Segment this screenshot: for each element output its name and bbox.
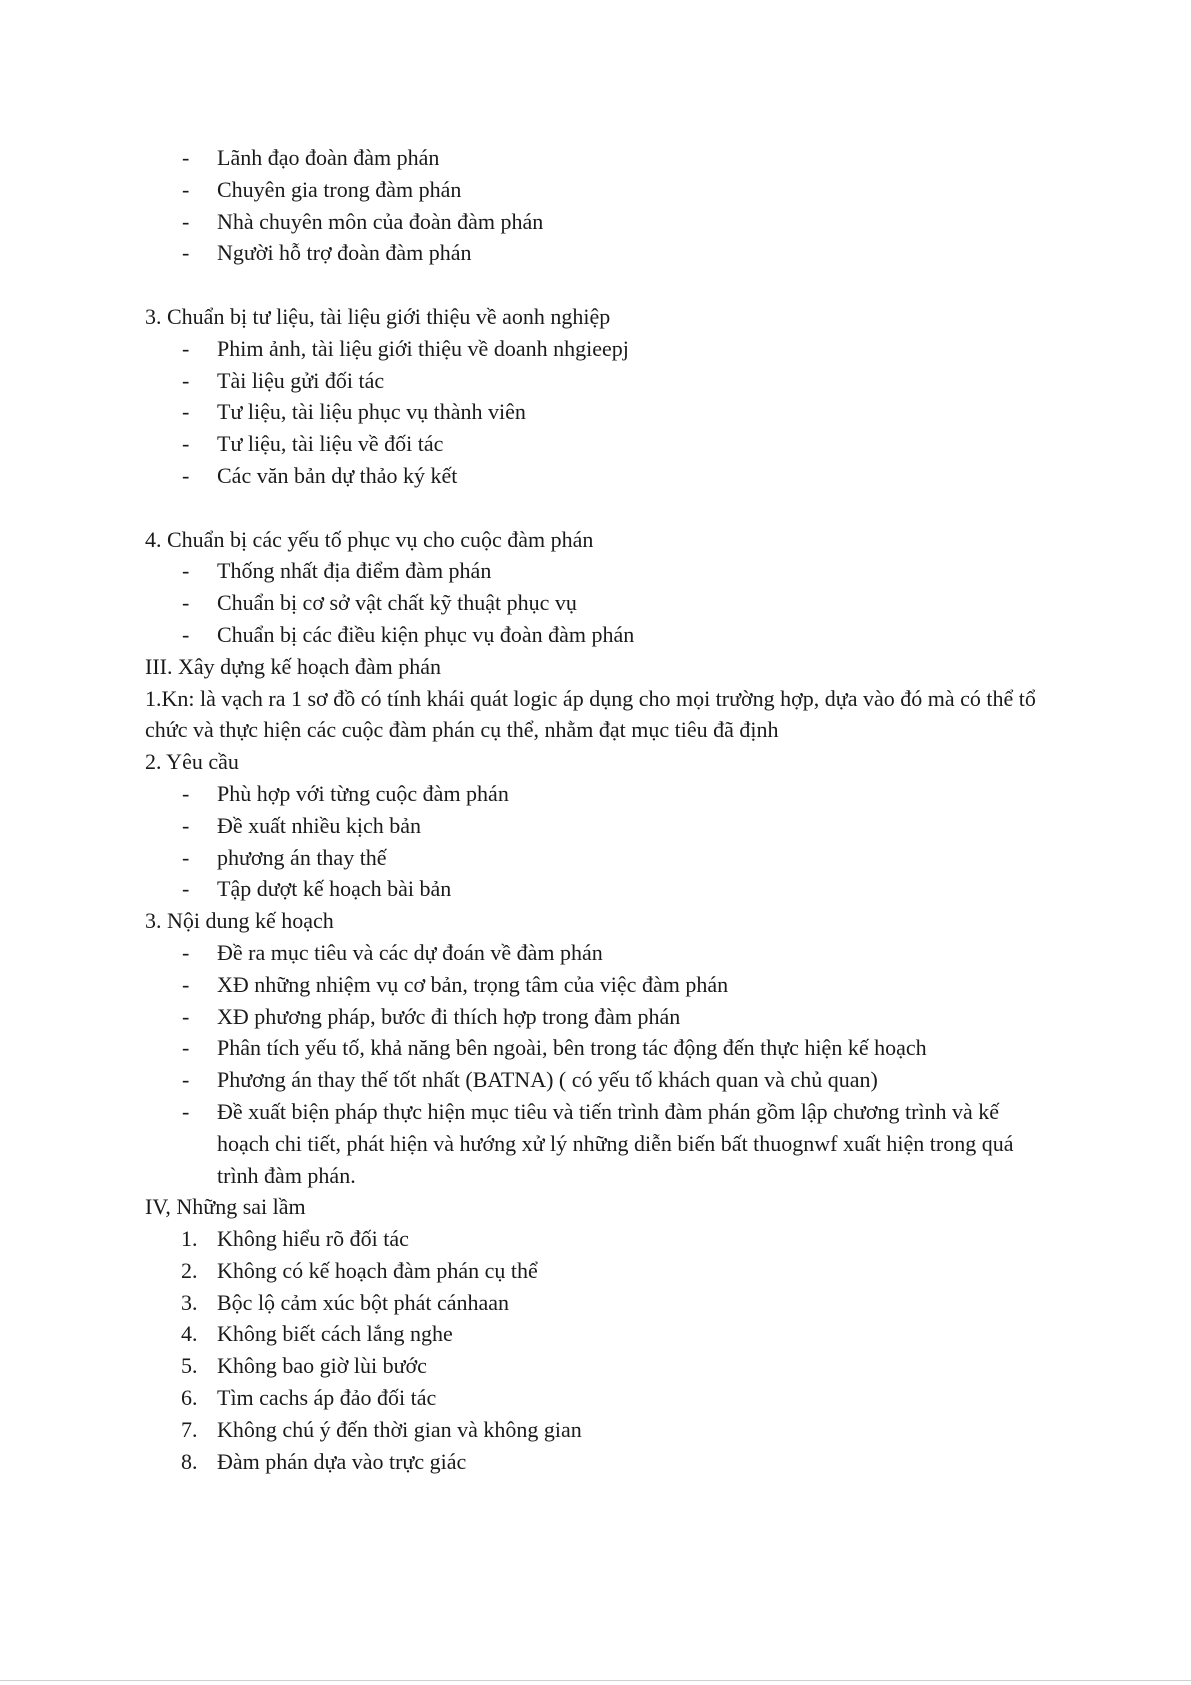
dash-marker: - <box>182 176 190 202</box>
list-item-text: Tài liệu gửi đối tác <box>217 367 385 393</box>
dash-marker: - <box>182 335 190 361</box>
list-item <box>145 1446 1045 1478</box>
list-item-text: Phân tích yếu tố, khả năng bên ngoài, bên trong tác động đến thực hiện kế hoạch <box>217 1035 927 1061</box>
dash-marker: - <box>182 971 190 997</box>
list-item-text: XĐ những nhiệm vụ cơ bản, trọng tâm của việc đàm phán <box>217 971 729 997</box>
dash-marker: - <box>182 876 190 902</box>
list-item-text: Đàm phán dựa vào trực giác <box>217 1448 467 1474</box>
list-item-text: Tìm cachs áp đảo đối tác <box>217 1385 437 1411</box>
list-number: 5. <box>181 1353 198 1379</box>
list-item <box>145 237 1045 269</box>
list-item <box>145 1414 1045 1446</box>
dash-marker: - <box>182 939 190 965</box>
list-item-text: Đề xuất nhiều kịch bản <box>217 812 422 838</box>
list-item <box>145 1064 1045 1096</box>
list-item <box>145 333 1045 365</box>
section-3-list <box>145 333 1045 492</box>
dash-marker: - <box>182 812 190 838</box>
list-number: 2. <box>181 1257 198 1283</box>
list-item <box>145 778 1045 810</box>
list-item <box>145 396 1045 428</box>
list-number: 3. <box>181 1289 198 1315</box>
list-item <box>145 1318 1045 1350</box>
dash-marker: - <box>182 844 190 870</box>
list-item-text: Chuyên gia trong đàm phán <box>217 176 462 202</box>
list-item-text: Đề xuất biện pháp thực hiện mục tiêu và tiến trình đàm phán gồm lập chương trình và kế hoạch chi tiết, phát hiện và hướng xử lý những diễn biến bất thuognwf xuất hiện trong quá trình đàm phán. <box>217 1098 1014 1188</box>
dash-marker: - <box>182 208 190 234</box>
list-item-text: Tập dượt kế hoạch bài bản <box>217 876 452 902</box>
list-item <box>145 969 1045 1001</box>
list-number: 4. <box>181 1321 198 1347</box>
requirements-list <box>145 778 1045 905</box>
list-number: 8. <box>181 1448 198 1474</box>
mistakes-list <box>145 1223 1045 1477</box>
dash-marker: - <box>182 590 190 616</box>
list-item <box>145 810 1045 842</box>
page-bottom-rule <box>0 1680 1191 1681</box>
list-item-text: Đề ra mục tiêu và các dự đoán về đàm phán <box>217 939 603 965</box>
spacer <box>145 492 1045 524</box>
dash-marker: - <box>182 145 190 170</box>
dash-marker: - <box>182 1035 190 1061</box>
list-item <box>145 555 1045 587</box>
list-item <box>145 460 1045 492</box>
list-item-text: Phương án thay thế tốt nhất (BATNA) ( có yếu tố khách quan và chủ quan) <box>217 1067 878 1093</box>
section-4-heading: 4. Chuẩn bị các yếu tố phục vụ cho cuộc đàm phán <box>145 526 594 552</box>
list-item-text: Tư liệu, tài liệu phục vụ thành viên <box>217 399 526 425</box>
list-item-text: phương án thay thế <box>217 844 387 870</box>
list-item <box>145 842 1045 874</box>
list-item <box>145 206 1045 238</box>
list-item-text: Nhà chuyên môn của đoàn đàm phán <box>217 208 544 234</box>
section-3-heading: 3. Chuẩn bị tư liệu, tài liệu giới thiệu về aonh nghiệp <box>145 303 611 329</box>
dash-marker: - <box>182 240 190 266</box>
list-item-text: Không biết cách lắng nghe <box>217 1321 453 1347</box>
list-item <box>145 142 1045 174</box>
intro-list <box>145 142 1045 269</box>
list-item <box>145 873 1045 905</box>
list-item-text: Người hỗ trợ đoàn đàm phán <box>217 240 472 266</box>
list-item-text: XĐ phương pháp, bước đi thích hợp trong đàm phán <box>217 1003 681 1029</box>
list-item <box>145 587 1045 619</box>
list-item-text: Chuẩn bị cơ sở vật chất kỹ thuật phục vụ <box>217 590 577 616</box>
list-number: 7. <box>181 1416 198 1442</box>
document-content <box>145 142 1045 1477</box>
dash-marker: - <box>182 462 190 488</box>
list-item <box>145 1287 1045 1319</box>
list-item <box>145 1001 1045 1033</box>
list-item <box>145 1350 1045 1382</box>
list-item <box>145 1032 1045 1064</box>
list-item-text: Không bao giờ lùi bước <box>217 1353 427 1379</box>
list-item-text: Phim ảnh, tài liệu giới thiệu về doanh nhgieepj <box>217 335 629 361</box>
plan-content-list <box>145 937 1045 1191</box>
list-item-text: Không chú ý đến thời gian và không gian <box>217 1416 582 1442</box>
part-3-heading: III. Xây dựng kế hoạch đàm phán <box>145 653 441 679</box>
list-item <box>145 1382 1045 1414</box>
dash-marker: - <box>182 1067 190 1093</box>
dash-marker: - <box>182 431 190 457</box>
list-number: 6. <box>181 1385 198 1411</box>
list-item <box>145 174 1045 206</box>
list-item-text: Không hiểu rõ đối tác <box>217 1226 409 1252</box>
list-item-text: Thống nhất địa điểm đàm phán <box>217 558 492 584</box>
list-item <box>145 937 1045 969</box>
dash-marker: - <box>182 367 190 393</box>
list-item <box>145 1096 1045 1191</box>
list-item <box>145 1255 1045 1287</box>
list-item <box>145 1223 1045 1255</box>
list-item-text: Chuẩn bị các điều kiện phục vụ đoàn đàm phán <box>217 621 635 647</box>
list-item-text: Không có kế hoạch đàm phán cụ thể <box>217 1257 538 1283</box>
spacer <box>145 269 1045 301</box>
list-item <box>145 365 1045 397</box>
list-item <box>145 619 1045 651</box>
list-number: 1. <box>181 1226 198 1252</box>
dash-marker: - <box>182 1003 190 1029</box>
list-item-text: Bộc lộ cảm xúc bột phát cánhaan <box>217 1289 510 1315</box>
dash-marker: - <box>182 780 190 806</box>
plan-content-heading: 3. Nội dung kế hoạch <box>145 908 334 934</box>
dash-marker: - <box>182 1098 190 1124</box>
list-item-text: Các văn bản dự thảo ký kết <box>217 462 458 488</box>
section-4-list <box>145 555 1045 650</box>
list-item-text: Phù hợp với từng cuộc đàm phán <box>217 780 509 806</box>
dash-marker: - <box>182 399 190 425</box>
list-item <box>145 428 1045 460</box>
dash-marker: - <box>182 621 190 647</box>
part-4-heading: IV, Những sai lầm <box>145 1194 306 1220</box>
definition-paragraph: 1.Kn: là vạch ra 1 sơ đồ có tính khái quát logic áp dụng cho mọi trường hợp, dựa vào đó mà có thể tổ chức và thực hiện các cuộc đàm phán cụ thể, nhằm đạt mục tiêu đã định <box>145 685 1036 743</box>
list-item-text: Lãnh đạo đoàn đàm phán <box>217 145 440 170</box>
dash-marker: - <box>182 558 190 584</box>
requirements-heading: 2. Yêu cầu <box>145 749 239 775</box>
list-item-text: Tư liệu, tài liệu về đối tác <box>217 431 444 457</box>
